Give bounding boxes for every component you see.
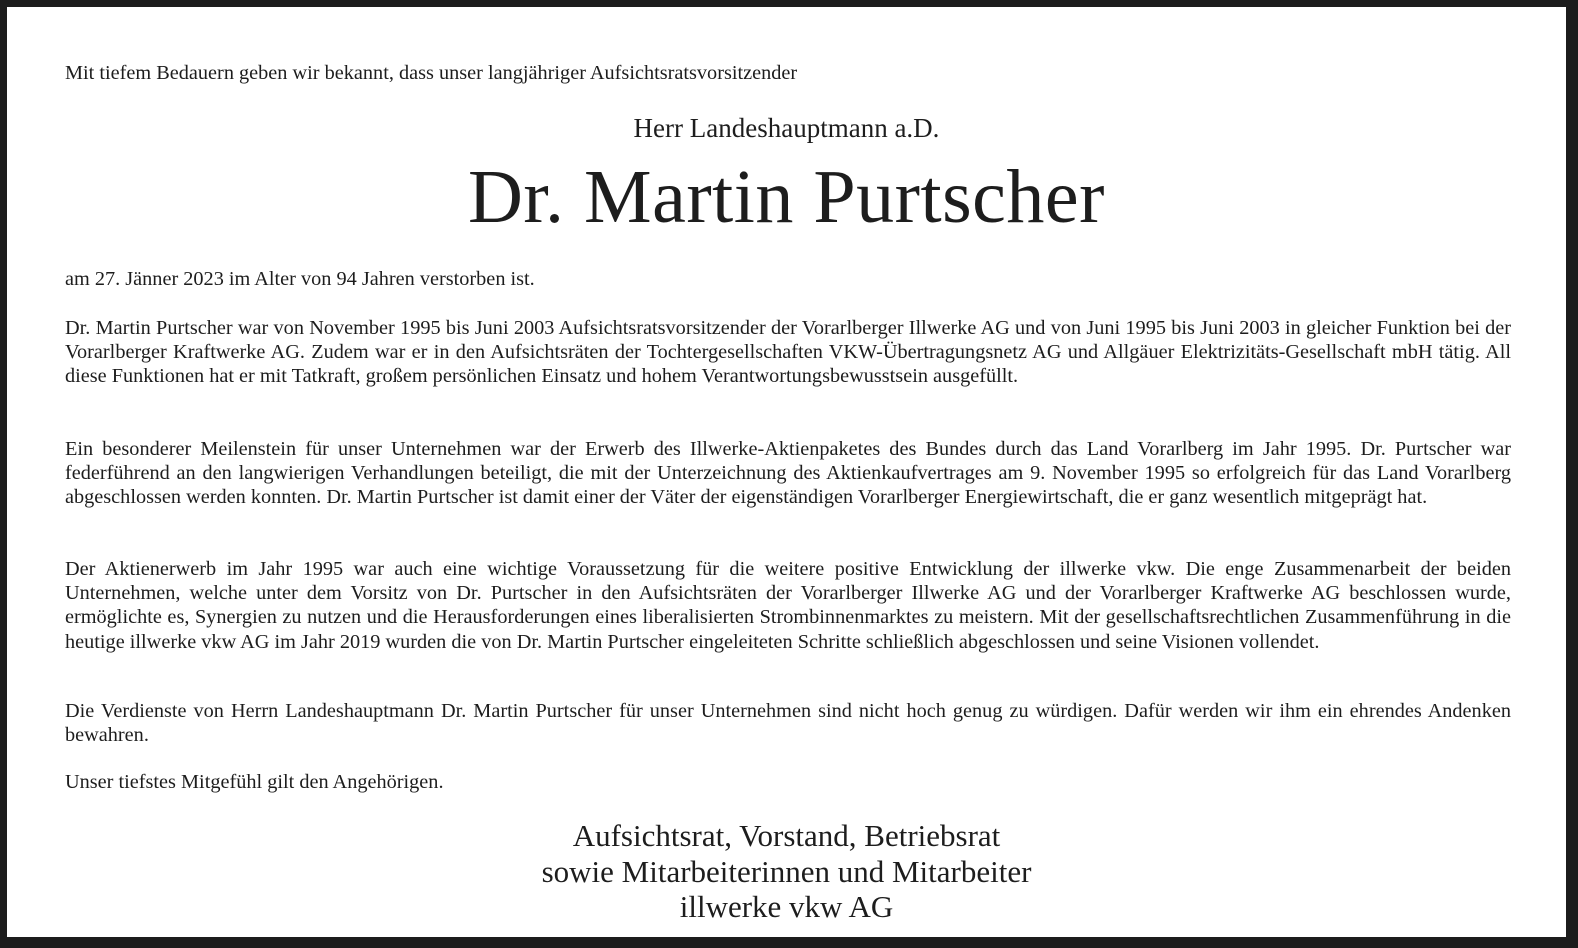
paragraph-condolence: Unser tiefstes Mitgefühl gilt den Angehörigen. — [65, 771, 444, 793]
paragraph-merits: Die Verdienste von Herrn Landeshauptmann Dr. Martin Purtscher für unser Unternehmen sind nicht hoch genug zu würdigen. Dafür werden wir ihm ein ehrendes Andenken bewahren. — [65, 700, 1511, 747]
signature-line-3: illwerke vkw AG — [679, 889, 894, 924]
honorific-title: Herr Landeshauptmann a.D. — [633, 113, 940, 143]
signature-block — [7, 818, 1566, 925]
death-statement: am 27. Jänner 2023 im Alter von 94 Jahren verstorben ist. — [65, 268, 535, 290]
deceased-name: Dr. Martin Purtscher — [468, 155, 1105, 239]
paragraph-career: Dr. Martin Purtscher war von November 1995 bis Juni 2003 Aufsichtsratsvorsitzender der Vorarlberger Illwerke AG und von Juni 1995 bis Juni 2003 in gleicher Funktion bei der Vorarlberger Kraftwerke AG. Zudem war er in den Aufsichtsräten der Tochtergesellschaften VKW-Übertragungsnetz AG und Allgäuer Elektrizitäts-Gesellschaft mbH tätig. All diese Funktionen hat er mit Tatkraft, großem persönlichen Einsatz und hohem Verantwortungsbewusstsein ausgefüllt. — [65, 317, 1511, 388]
obituary-notice — [7, 7, 1566, 937]
paragraph-milestone: Ein besonderer Meilenstein für unser Unternehmen war der Erwerb des Illwerke-Aktienpaketes des Bundes durch das Land Vorarlberg im Jahr 1995. Dr. Purtscher war federführend an den langwierigen Verhandlungen beteiligt, die mit der Unterzeichnung des Aktienkaufvertrages am 9. November 1995 so erfolgreich für das Land Vorarlberg abgeschlossen werden konnten. Dr. Martin Purtscher ist damit einer der Väter der eigenständigen Vorarlberger Energiewirtschaft, die er ganz wesentlich mitgeprägt hat. — [65, 438, 1511, 509]
intro-text: Mit tiefem Bedauern geben wir bekannt, dass unser langjähriger Aufsichtsratsvorsitzender — [65, 62, 798, 84]
paragraph-acquisition: Der Aktienerwerb im Jahr 1995 war auch eine wichtige Voraussetzung für die weitere positive Entwicklung der illwerke vkw. Die enge Zusammenarbeit der beiden Unternehmen, welche unter dem Vorsitz von Dr. Purtscher in den Aufsichtsräten der Vorarlberger Illwerke AG und der Vorarlberger Kraftwerke AG beschlossen wurde, ermöglichte es, Synergien zu nutzen und die Herausforderungen eines liberalisierten Strombinnenmarktes zu meistern. Mit der gesellschaftsrechtlichen Zusammenführung in die heutige illwerke vkw AG im Jahr 2019 wurden die von Dr. Martin Purtscher eingeleiteten Schritte schließlich abgeschlossen und seine Visionen vollendet. — [65, 558, 1511, 653]
signature-line-2: sowie Mitarbeiterinnen und Mitarbeiter — [541, 853, 1032, 889]
signature-line-1: Aufsichtsrat, Vorstand, Betriebsrat — [572, 818, 1001, 853]
